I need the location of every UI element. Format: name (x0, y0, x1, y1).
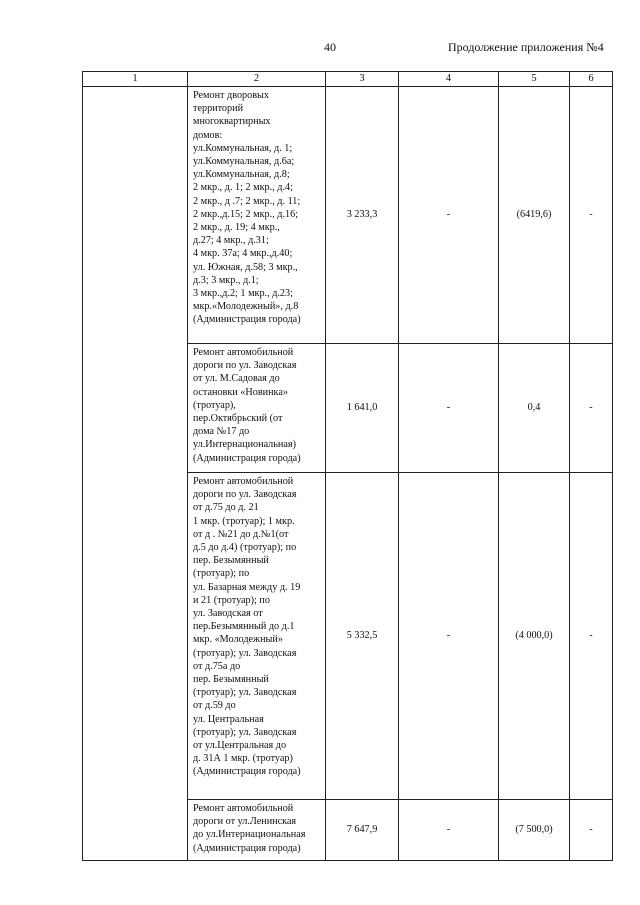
column-header-2: 2 (188, 72, 326, 87)
column-header-6: 6 (570, 72, 613, 87)
description-line: 2 мкр., д .7; 2 мкр., д. 11; (193, 195, 301, 207)
description-line: ул. Центральная (193, 713, 264, 725)
table-header-row (83, 72, 613, 87)
description-line: ул.Коммунальная, д.6а; (193, 156, 295, 168)
description-line: от д.59 до (193, 700, 236, 712)
description-line: д.5 до д.4) (тротуар); по (193, 542, 297, 554)
description-line: ул.Коммунальная, д.8; (193, 169, 290, 181)
col5-value: (7 500,0) (499, 800, 570, 861)
description-line: дома №17 до (193, 426, 250, 438)
description-line: д. 31А 1 мкр. (тротуар) (193, 753, 293, 765)
description-line: ул.Интернациональная) (193, 439, 296, 451)
col4-value: - (399, 473, 499, 800)
description-line: от д.75 до д. 21 (193, 502, 259, 514)
description-line: 2 мкр., д. 19; 4 мкр., (193, 222, 280, 234)
description-line: Ремонт автомобильной (193, 803, 294, 814)
description-line: 1 мкр. (тротуар); 1 мкр. (193, 515, 295, 527)
description-line: от д . №21 до д.№1(от (193, 528, 289, 540)
col4-value: - (399, 87, 499, 344)
description-line: (Администрация города) (193, 766, 301, 778)
col6-value: - (570, 87, 613, 344)
page-number: 40 (324, 40, 336, 54)
description-line: Ремонт автомобильной (193, 476, 294, 487)
description-line: домов: (193, 129, 223, 141)
description-line: д.27; 4 мкр., д.31; (193, 235, 269, 247)
description-line: (Администрация города) (193, 314, 301, 326)
col5-value: (4 000,0) (499, 473, 570, 800)
description-line: пер.Октябрьский (от (193, 413, 283, 425)
col3-value: 3 233,3 (326, 87, 399, 344)
description-line: 3 мкр.,д.2; 1 мкр., д.23; (193, 288, 293, 300)
description-line: 4 мкр. 37а; 4 мкр.,д.40; (193, 248, 293, 260)
col6-value: - (570, 473, 613, 800)
description-line: (тротуар); ул. Заводская (193, 687, 297, 699)
description-line: территорий (193, 103, 244, 115)
description-cell (188, 473, 326, 800)
description-line: ул. Базарная между д. 19 (193, 581, 301, 593)
description-line: пер. Безымянный (193, 674, 269, 686)
description-line: (тротуар); по (193, 568, 250, 580)
col3-value: 5 332,5 (326, 473, 399, 800)
description-line: до ул.Интернациональная (193, 829, 306, 841)
col6-value: - (570, 344, 613, 473)
col4-value: - (399, 800, 499, 861)
col5-value: 0,4 (499, 344, 570, 473)
col3-value: 7 647,9 (326, 800, 399, 861)
description-line: ул. Южная, д.58; 3 мкр., (193, 261, 298, 273)
description-line: (Администрация города) (193, 452, 301, 464)
description-line: 2 мкр., д. 1; 2 мкр., д.4; (193, 182, 293, 194)
table-row (83, 87, 613, 344)
description-line: (тротуар), (193, 399, 236, 411)
description-cell (188, 87, 326, 344)
description-line: (тротуар); ул. Заводская (193, 726, 297, 738)
column-header-3: 3 (326, 72, 399, 87)
description-line: (тротуар); ул. Заводская (193, 647, 297, 659)
column-header-4: 4 (399, 72, 499, 87)
description-line: многоквартирных (193, 116, 271, 128)
column-header-5: 5 (499, 72, 570, 87)
description-cell (188, 344, 326, 473)
description-line: пер. Безымянный (193, 555, 269, 567)
description-line: дороги от ул.Ленинская (193, 816, 297, 828)
budget-table (82, 71, 613, 861)
description-line: д.3; 3 мкр., д.1; (193, 274, 259, 286)
description-line: и 21 (тротуар); по (193, 594, 270, 606)
column-1-cell (83, 87, 188, 861)
description-line: 2 мкр.,д.15; 2 мкр., д.16; (193, 208, 299, 220)
description-line: Ремонт дворовых (193, 90, 269, 101)
description-line: дороги по ул. Заводская (193, 489, 297, 501)
description-line: от д.75а до (193, 660, 241, 672)
description-line: остановки «Новинка» (193, 386, 288, 398)
description-line: пер.Безымянный до д.1 (193, 621, 295, 633)
col4-value: - (399, 344, 499, 473)
description-cell (188, 800, 326, 861)
description-line: ул. Заводская от (193, 608, 263, 620)
description-line: ул.Коммунальная, д. 1; (193, 142, 293, 154)
description-line: дороги по ул. Заводская (193, 360, 297, 372)
col6-value: - (570, 800, 613, 861)
col5-value: (6419,6) (499, 87, 570, 344)
description-line: (Администрация города) (193, 842, 301, 854)
description-line: мкр. «Молодежный» (193, 634, 283, 646)
description-line: от ул.Центральная до (193, 740, 287, 752)
column-header-1: 1 (83, 72, 188, 87)
col3-value: 1 641,0 (326, 344, 399, 473)
description-line: мкр.«Молодежный», д.8 (193, 301, 299, 313)
page-caption: Продолжение приложения №4 (448, 40, 604, 54)
description-line: Ремонт автомобильной (193, 347, 294, 358)
description-line: от ул. М.Садовая до (193, 373, 280, 385)
